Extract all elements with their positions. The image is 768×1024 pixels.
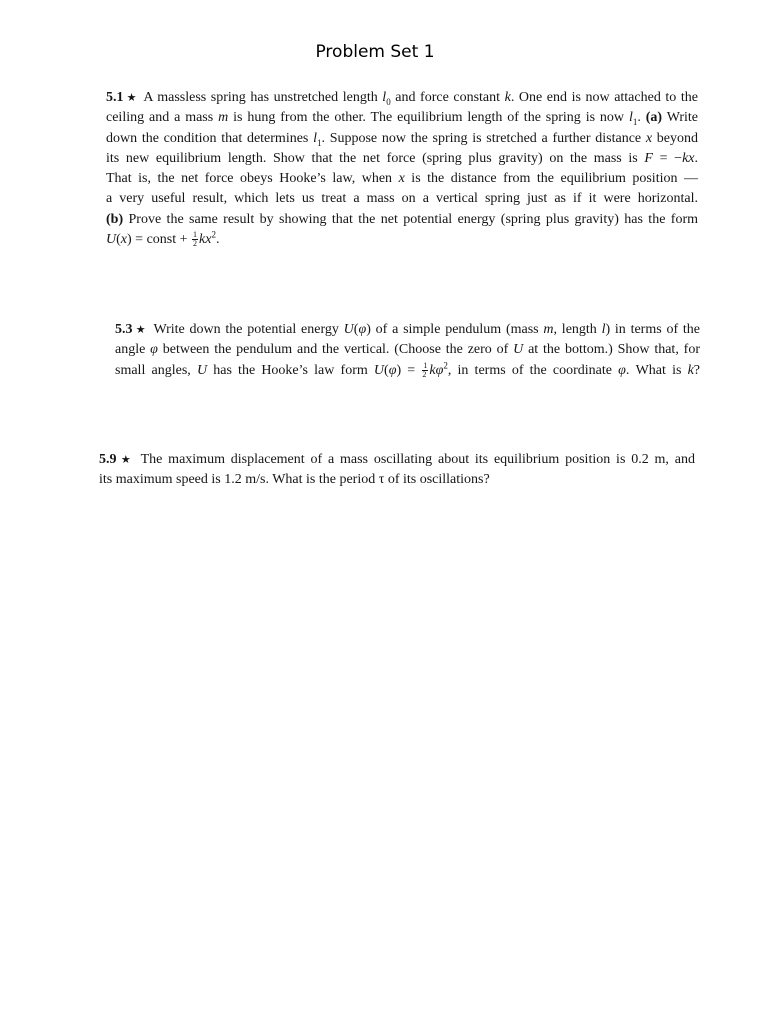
problem-line: U(x) = const + $\frac{1}{2}$ $kx^2$. <box>106 229 220 249</box>
problem-line: 5.1 ★ A massless spring has unstretched length $l_0$ and force constant k. One end is now attached to the <box>106 90 698 107</box>
star-icon: ★ <box>118 454 134 466</box>
star-icon: ★ <box>125 92 138 104</box>
problem-number: 5.1 <box>106 90 124 105</box>
problem-line: ceiling and a mass m is hung from the other. The equilibrium length of the spring is now $l_1$. (a) Write <box>106 110 699 128</box>
problem-line <box>99 470 695 490</box>
problem-5-3 <box>115 320 700 381</box>
star-icon: ★ <box>134 324 147 336</box>
problem-number: 5.9 <box>99 452 117 467</box>
problem-line: angle φ between the pendulum and the vertical. (Choose the zero of U at the bottom.) Show that, for <box>115 342 700 358</box>
problem-5-1 <box>106 88 698 250</box>
problem-5-9 <box>99 450 695 491</box>
problem-line: 5.3 ★ Write down the potential energy U(φ) of a simple pendulum (mass m, length l) in terms of the <box>115 322 700 337</box>
problem-line: a very useful result, which lets us treat a mass on a vertical spring just as if it were horizontal. <box>106 191 698 207</box>
problem-line: (b) Prove the same result by showing that the net potential energy (spring plus gravity) has the form <box>106 211 698 227</box>
problem-text: The maximum displacement of a mass oscillating about its equilibrium position is 0.2 m, and <box>140 452 695 467</box>
problem-line: its new equilibrium length. Show that the net force (spring plus gravity) on the mass is F = −kx. <box>106 150 698 166</box>
problem-line: small angles, U has the Hooke’s law form U(φ) = $\frac{1}{2}$ $k\varphi^2$, in terms of the coordinate φ. What is k? <box>115 359 701 379</box>
problem-line <box>99 450 695 470</box>
problem-number: 5.3 <box>115 322 133 337</box>
problem-line: down the condition that determines $l_1$. Suppose now the spring is stretched a further distance x beyond <box>106 130 698 148</box>
problem-text: its maximum speed is 1.2 m/s. What is the period τ of its oscillations? <box>99 472 490 488</box>
problem-line: That is, the net force obeys Hooke’s law, when x is the distance from the equilibrium position — <box>106 171 698 187</box>
page-title: Problem Set 1 <box>315 42 435 62</box>
